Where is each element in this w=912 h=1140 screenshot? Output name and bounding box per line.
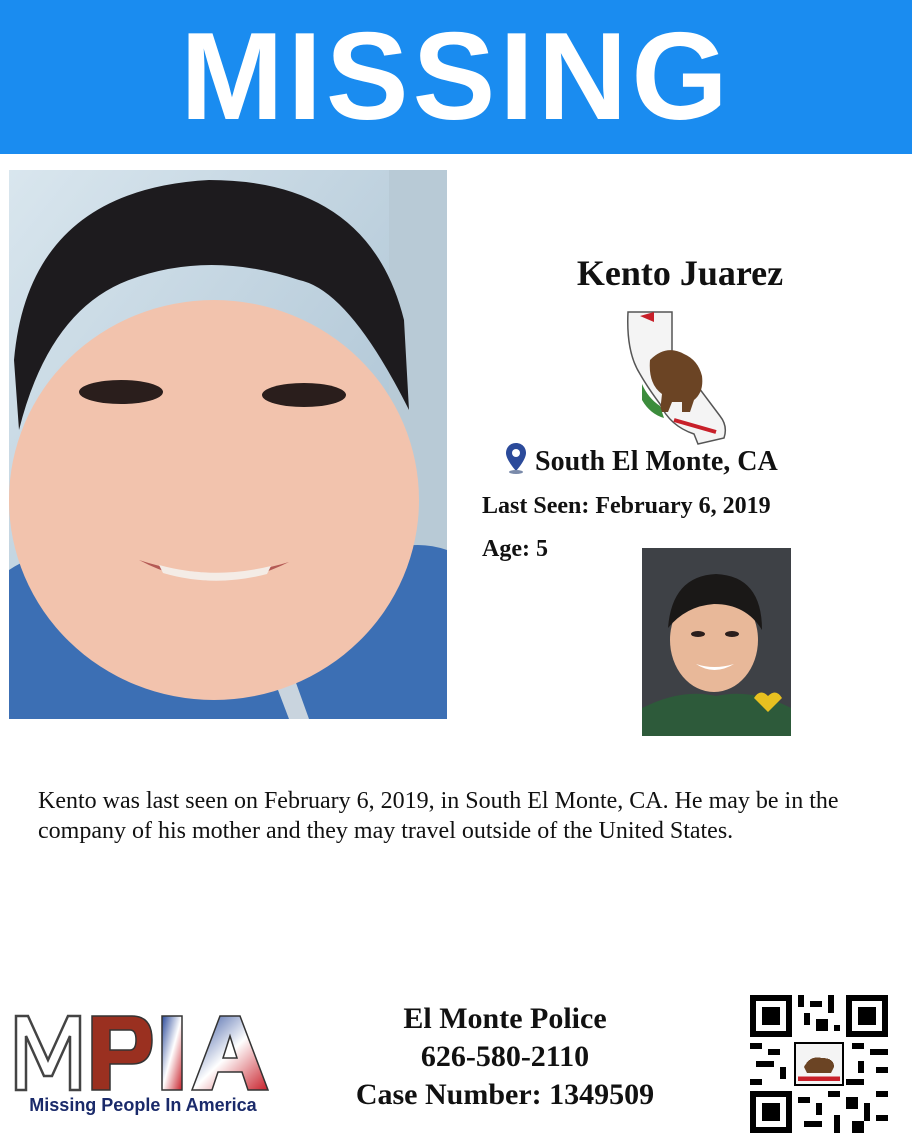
location-text: South El Monte, CA: [535, 446, 778, 477]
california-flag-map-icon: [620, 308, 740, 448]
map-pin-icon: [505, 442, 527, 482]
banner-title: MISSING: [180, 8, 732, 146]
agency-name: El Monte Police: [403, 1002, 607, 1035]
logo-subtitle: Missing People In America: [29, 1095, 257, 1115]
location-line: [505, 442, 778, 482]
case-number: Case Number: 1349509: [355, 1078, 655, 1111]
qr-code-icon[interactable]: [750, 995, 888, 1133]
person-name: Kento Juarez: [576, 253, 784, 293]
child-photo: [9, 170, 447, 719]
last-seen: Last Seen: February 6, 2019: [482, 493, 771, 519]
mpia-logo: [12, 1010, 274, 1122]
missing-banner: [0, 0, 912, 154]
contact-block: [330, 1000, 680, 1114]
description: Kento was last seen on February 6, 2019, in South El Monte, CA. He may be in the company of his mother and they may travel outside of the United States.: [38, 788, 839, 844]
phone-number[interactable]: 626-580-2110: [420, 1040, 590, 1073]
age-progressed-photo: [642, 548, 791, 736]
age: Age: 5: [482, 536, 548, 562]
